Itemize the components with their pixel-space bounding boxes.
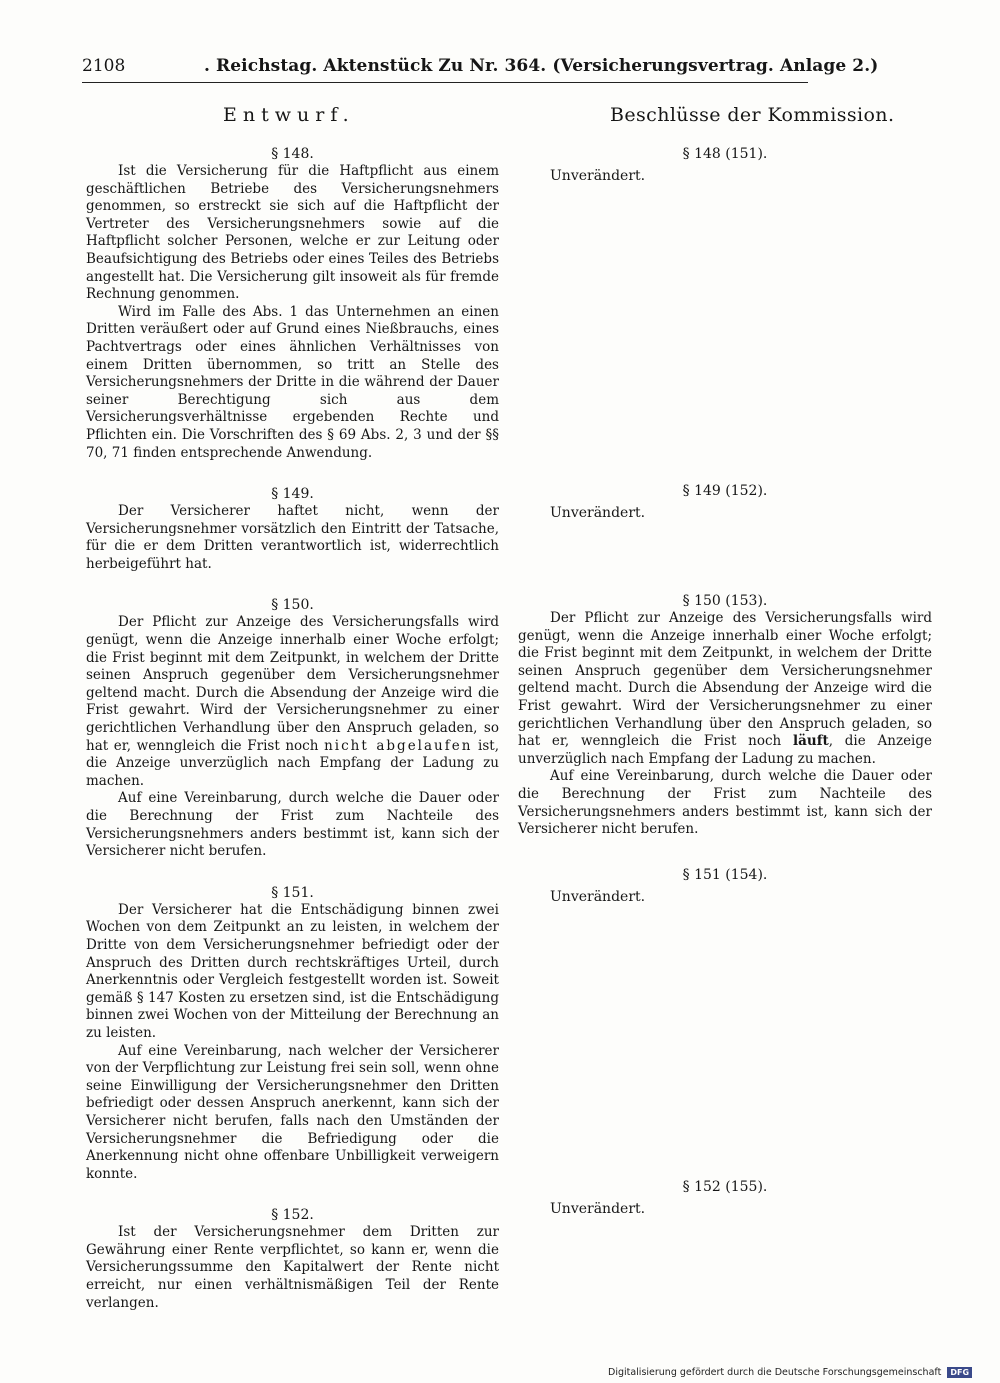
section-heading: § 149. xyxy=(271,486,314,503)
paragraph: Ist der Versicherungsnehmer dem Dritten zur Gewährung einer Rente verpflichtet, so kann er, wenn die Versicherungssumme den Kapitalwert der Rente nicht erreicht, nur einen verhältnismäßigen Teil der Rente verlangen. xyxy=(86,1224,499,1311)
commission-section-149 xyxy=(518,482,932,523)
commission-section-151 xyxy=(518,866,932,907)
unchanged-note: Unverändert. xyxy=(550,505,646,521)
section-heading: § 152. xyxy=(271,1207,314,1224)
section-heading: § 151. xyxy=(271,884,314,901)
credit-text: Digitalisierung gefördert durch die Deutsche Forschungsgemeinschaft xyxy=(608,1367,942,1378)
unchanged-note: Unverändert. xyxy=(550,1201,646,1217)
spaced-emphasis: nicht abgelaufen xyxy=(324,737,473,754)
commission-section-148 xyxy=(518,145,932,186)
draft-section-149 xyxy=(86,485,499,573)
draft-section-151 xyxy=(86,884,499,1184)
text-run: Der Pflicht zur Anzeige des Versicherungsfalls wird genügt, wenn die Anzeige innerhalb einer Woche erfolgt; die Frist beginnt mit dem Zeitpunkt, in welchem der Dritte seinen Anspruch gegenüber dem Versicherungsnehmer geltend macht. Durch die Absendung der Anzeige wird die Frist gewahrt. Wird der Versicherungsnehmer zu einer gerichtlichen Verhandlung über den Anspruch geladen, so hat er, wenngleich die Frist noch xyxy=(518,610,932,750)
unchanged-note: Unverändert. xyxy=(550,168,646,184)
header-rule xyxy=(82,82,808,83)
text-run: , die Anzeige unverzüglich nach Empfang der Ladung zu machen. xyxy=(518,733,933,767)
draft-column xyxy=(86,145,499,1312)
commission-section-152 xyxy=(518,1178,932,1219)
section-heading: § 152 (155). xyxy=(682,1179,768,1195)
text-run: Der Pflicht zur Anzeige des Versicherungsfalls wird genügt, wenn die Anzeige innerhalb einer Woche erfolgt; die Frist beginnt mit dem Zeitpunkt, in welchem der Dritte seinen Anspruch gegenüber dem Versicherungsnehmer geltend macht. Durch die Absendung der Anzeige wird die Frist gewahrt. Wird der Versicherungsnehmer zu einer gerichtlichen Verhandlung über den Anspruch geladen, so hat er, wenngleich die Frist noch xyxy=(86,614,499,754)
section-heading: § 151 (154). xyxy=(682,867,768,883)
paragraph: Der Versicherer hat die Entschädigung binnen zwei Wochen von dem Zeitpunkt an zu leisten, in welchem der Dritte von dem Versicherungsnehmer befriedigt oder der Anspruch des Dritten durch rechtskräftiges Urteil, durch Anerkenntnis oder Vergleich festgestellt worden ist. Soweit gemäß § 147 Kosten zu ersetzen sind, ist die Entschädigung binnen zwei Wochen von der Mitteilung der Berechnung an zu leisten. xyxy=(86,901,499,1041)
paragraph: Wird im Falle des Abs. 1 das Unternehmen an einen Dritten veräußert oder auf Grund eines Nießbrauchs, eines Pachtvertrags oder eines ähnlichen Verhältnisses von einem Dritten übernommen, so tritt an Stelle des Versicherungsnehmers der Dritte in die während der Dauer seiner Berechtigung sich aus dem Versicherungsverhältnisse ergebenden Rechte und Pflichten ein. Die Vorschriften des § 69 Abs. 2, 3 und der §§ 70, 71 finden entsprechende Anwendung. xyxy=(86,303,499,461)
right-column-title: Beschlüsse der Kommission. xyxy=(610,104,895,126)
digitization-credit xyxy=(608,1367,972,1378)
running-title: . Reichstag. Aktenstück Zu Nr. 364. (Versicherungsvertrag. Anlage 2.) xyxy=(204,56,879,76)
text-run: ist, die Anzeige unverzüglich nach Empfang der Ladung zu machen. xyxy=(86,737,500,789)
section-heading: § 148. xyxy=(271,146,314,162)
unchanged-note: Unverändert. xyxy=(550,889,646,905)
dfg-logo: DFG xyxy=(947,1367,972,1378)
draft-section-152 xyxy=(86,1206,499,1312)
page-header xyxy=(82,56,879,82)
section-heading: § 150. xyxy=(271,597,314,614)
paragraph: Auf eine Vereinbarung, durch welche die Dauer oder die Berechnung der Frist zum Nachteile des Versicherungsnehmers anders bestimmt ist, kann sich der Versicherer nicht berufen. xyxy=(518,768,932,838)
paragraph: Ist die Versicherung für die Haftpflicht aus einem geschäftlichen Betriebe des Versicherungsnehmers genommen, so erstreckt sie sich auf die Haftpflicht der Vertreter des Versicherungsnehmers sowie auf die Haftpflicht solcher Personen, welche er zur Leitung oder Beaufsichtigung des Betriebs oder eines Teiles des Betriebs angestellt hat. Die Versicherung gilt insoweit als für fremde Rechnung genommen. xyxy=(86,163,499,303)
paragraph xyxy=(518,610,932,768)
draft-section-150 xyxy=(86,596,499,860)
page-number: 2108 xyxy=(82,56,126,76)
paragraph: Auf eine Vereinbarung, durch welche die Dauer oder die Berechnung der Frist zum Nachteile des Versicherungsnehmers anders bestimmt ist, kann sich der Versicherer nicht berufen. xyxy=(86,790,499,860)
paragraph: Auf eine Vereinbarung, nach welcher der Versicherer von der Verpflichtung zur Leistung frei sein soll, wenn ohne seine Einwilligung der Versicherungsnehmer den Dritten befriedigt oder dessen Anspruch anerkennt, kann sich der Versicherer nicht berufen, falls nach den Umständen der Versicherungsnehmer die Befriedigung oder die Anerkennung nicht ohne offenbare Unbilligkeit verweigern konnte. xyxy=(86,1042,499,1182)
section-heading: § 148 (151). xyxy=(682,146,768,162)
section-heading: § 150 (153). xyxy=(682,593,768,609)
section-heading: § 149 (152). xyxy=(682,483,768,499)
draft-section-148 xyxy=(86,145,499,462)
bold-emphasis: läuft xyxy=(793,733,829,750)
paragraph: Der Versicherer haftet nicht, wenn der Versicherungsnehmer vorsätzlich den Eintritt der Tatsache, für die er dem Dritten verantwortlich ist, widerrechtlich herbeigeführt hat. xyxy=(86,503,499,572)
left-column-title: Entwurf. xyxy=(223,104,355,126)
paragraph xyxy=(86,614,499,790)
commission-section-150 xyxy=(518,592,932,839)
